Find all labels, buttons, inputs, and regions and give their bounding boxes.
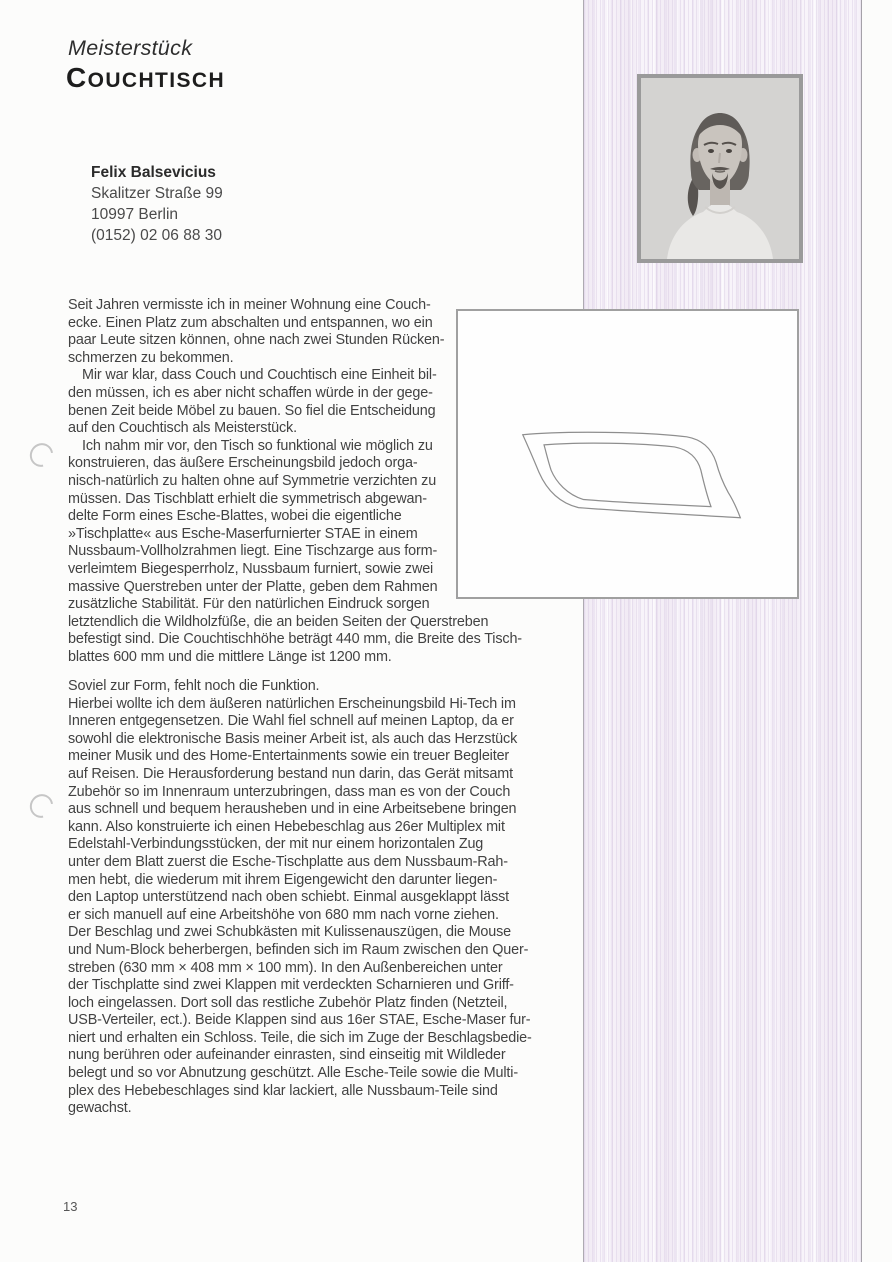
text-line: paar Leute sitzen können, ohne nach zwei Stunden Rücken- xyxy=(68,332,445,349)
text-line: auf Reisen. Die Herausforderung bestand nun darin, das Gerät mitsamt xyxy=(68,765,513,782)
portrait-photo xyxy=(637,74,803,263)
text-line: massive Querstreben unter der Platte, geben dem Rahmen xyxy=(68,578,438,595)
text-line: konstruieren, das äußere Erscheinungsbild jedoch orga- xyxy=(68,455,418,472)
text-line: unter dem Blatt zuerst die Esche-Tischplatte aus dem Nussbaum-Rah- xyxy=(68,853,508,870)
text-line: Soviel zur Form, fehlt noch die Funktion. xyxy=(68,678,320,694)
text-line: nung berühren oder aufeinander einrasten, sind einseitig mit Wildleder xyxy=(68,1047,506,1064)
portrait-illustration xyxy=(641,78,799,259)
text-line: der Tischplatte sind zwei Klappen mit verdeckten Scharnieren und Griff- xyxy=(68,977,514,994)
text-line: Inneren entgegensetzen. Die Wahl fiel schnell auf meinen Laptop, da er xyxy=(68,713,514,730)
text-line: zusätzliche Stabilität. Für den natürlichen Eindruck sorgen xyxy=(68,596,430,613)
text-line: den müssen, ich es aber nicht schaffen würde in der gege- xyxy=(68,384,433,401)
text-line: delte Form eines Esche-Blattes, wobei die eigentliche xyxy=(68,508,402,525)
text-line: Mir war klar, dass Couch und Couchtisch eine Einheit bil- xyxy=(82,367,437,384)
text-line: plex des Hebebeschlages sind klar lackiert, alle Nussbaum-Teile sind xyxy=(68,1082,498,1099)
article-section-1 xyxy=(68,297,522,666)
contact-phone: (0152) 02 06 88 30 xyxy=(91,227,222,244)
text-line: men hebt, die wiederum mit ihrem Eigengewicht den darunter liegen- xyxy=(68,871,498,888)
text-line: gewachst. xyxy=(68,1100,132,1117)
text-line: nisch-natürlich zu halten ohne auf Symmetrie verzichten zu xyxy=(68,472,437,489)
text-line: Zubehör so im Innenraum unterzubringen, dass man es von der Couch xyxy=(68,783,511,800)
text-line: er sich manuell auf eine Arbeitshöhe von 680 mm nach vorne ziehen. xyxy=(68,906,499,923)
text-line: sowohl die elektronische Basis meiner Arbeit ist, als auch das Herzstück xyxy=(68,730,518,747)
article-section-2 xyxy=(68,678,532,1118)
text-line: niert und erhalten ein Schloss. Teile, die sich im Zuge der Beschlagsbedie- xyxy=(68,1029,532,1046)
contact-city: 10997 Berlin xyxy=(91,206,179,223)
text-line: schmerzen zu bekommen. xyxy=(68,349,234,366)
text-line: und Num-Block beherbergen, befinden sich im Raum zwischen den Quer- xyxy=(68,941,529,958)
text-line: loch eingelassen. Dort soll das restliche Zubehör Platz finden (Netzteil, xyxy=(68,994,508,1011)
page-title: COUCHTISCH xyxy=(66,62,226,93)
text-line: letztendlich die Wildholzfüße, die an beiden Seiten der Querstreben xyxy=(68,613,489,630)
text-line: den Laptop unterstützend nach oben schiebt. Einmal ausgeklappt lässt xyxy=(68,889,510,906)
punch-hole xyxy=(25,790,58,823)
kicker: Meisterstück xyxy=(68,36,193,60)
punch-hole xyxy=(25,439,58,472)
page-number: 13 xyxy=(63,1199,78,1214)
text-line: belegt und so vor Abnutzung geschützt. Alle Esche-Teile sowie die Multi- xyxy=(68,1065,518,1082)
contact-block xyxy=(91,162,223,246)
text-line: Ich nahm mir vor, den Tisch so funktional wie möglich zu xyxy=(82,437,433,454)
text-line: Seit Jahren vermisste ich in meiner Wohnung eine Couch- xyxy=(68,297,431,313)
text-line: ecke. Einen Platz zum abschalten und entspannen, wo ein xyxy=(68,314,433,331)
text-line: aus schnell und bequem herausheben und in eine Arbeitsebene bringen xyxy=(68,801,517,818)
text-line: Hierbei wollte ich dem äußeren natürlichen Erscheinungsbild Hi-Tech im xyxy=(68,695,516,712)
text-line: »Tischplatte« aus Esche-Maserfurnierter STAE in einem xyxy=(68,525,418,542)
text-line: auf den Couchtisch als Meisterstück. xyxy=(68,420,297,437)
text-line: streben (630 mm × 408 mm × 100 mm). In den Außenbereichen unter xyxy=(68,959,503,976)
text-line: verleimtem Biegesperrholz, Nussbaum furniert, sowie zwei xyxy=(68,560,434,577)
text-line: Edelstahl-Verbindungsstücken, der mit nur einem horizontalen Zug xyxy=(68,836,484,853)
text-line: kann. Also konstruierte ich einen Hebebeschlag aus 26er Multiplex mit xyxy=(68,818,505,835)
text-line: Der Beschlag und zwei Schubkästen mit Kulissenauszügen, die Mouse xyxy=(68,924,512,941)
contact-name: Felix Balsevicius xyxy=(91,164,216,181)
contact-street: Skalitzer Straße 99 xyxy=(91,185,223,202)
text-line: müssen. Das Tischblatt erhielt die symmetrisch abgewan- xyxy=(68,490,427,507)
text-line: benen Zeit beide Möbel zu bauen. So fiel die Entscheidung xyxy=(68,402,436,419)
text-line: USB-Verteiler, ect.). Beide Klappen sind aus 16er STAE, Esche-Maser fur- xyxy=(68,1012,531,1029)
text-line: befestigt sind. Die Couchtischhöhe beträgt 440 mm, die Breite des Tisch- xyxy=(68,631,522,648)
text-line: Nussbaum-Vollholzrahmen liegt. Eine Tischzarge aus form- xyxy=(68,543,438,560)
text-line: blattes 600 mm und die mittlere Länge ist 1200 mm. xyxy=(68,648,392,665)
text-line: meiner Musik und des Home-Entertainments sowie ein treuer Begleiter xyxy=(68,748,510,765)
